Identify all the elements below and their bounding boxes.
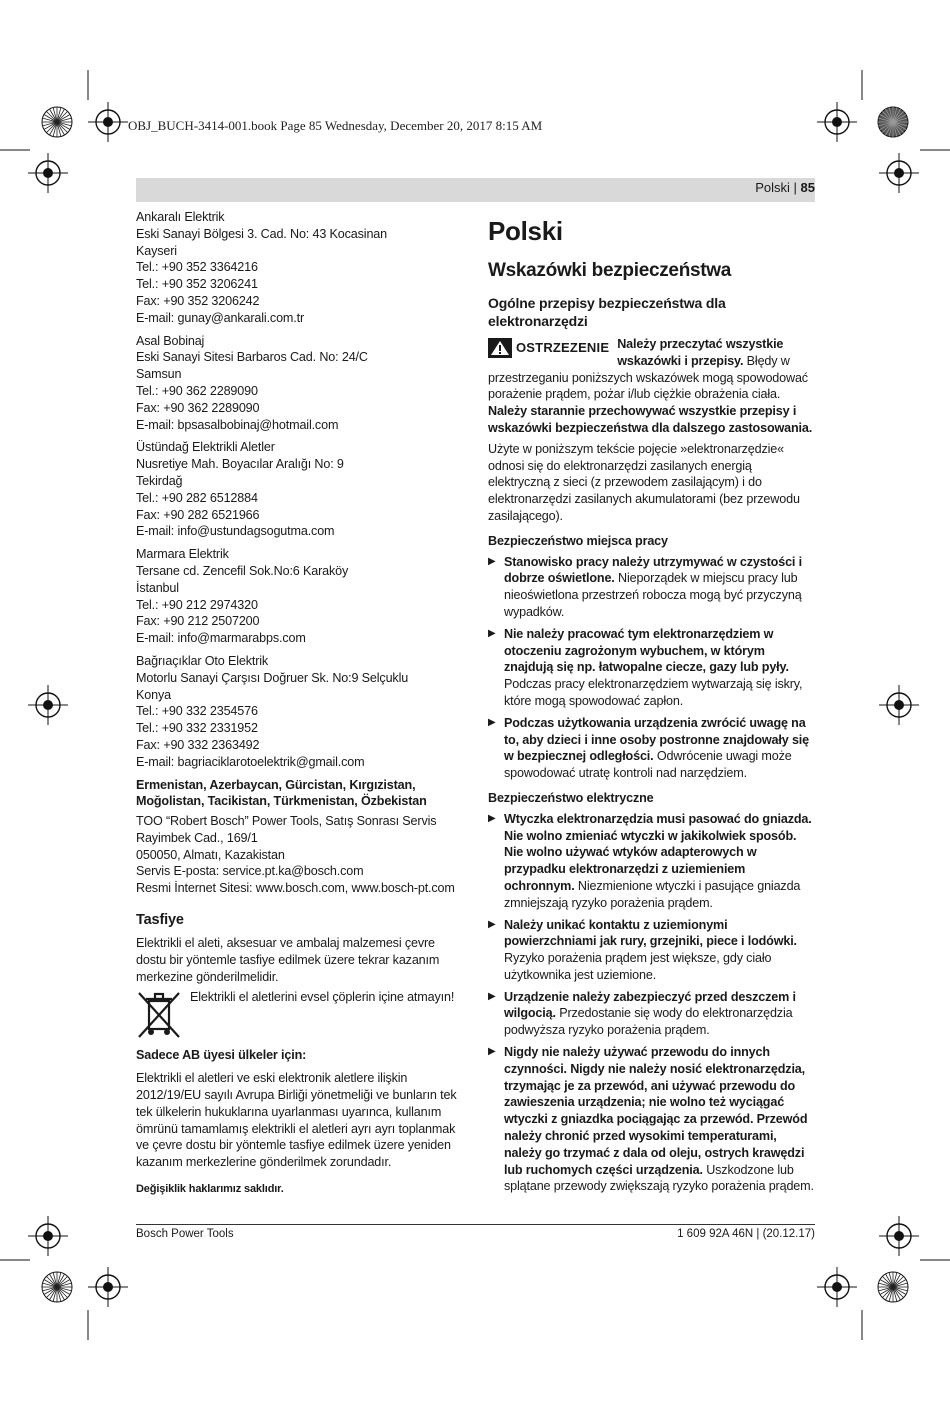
address-line: Kayseri: [136, 243, 177, 258]
safety-item-bold: Należy unikać kontaktu z uziemionymi powierzchniami jak rury, grzejniki, piece i lodówki.: [504, 917, 797, 949]
warning-word: OSTRZEZENIE: [516, 339, 610, 355]
address-line: Fax: +90 352 3206242: [136, 293, 260, 308]
footer-brand: Bosch Power Tools: [136, 1228, 234, 1240]
weee-text: Elektrikli el aletlerini evsel çöplerin içine atmayın!: [190, 990, 455, 1005]
address-line: E-mail: info@ustundagsogutma.com: [136, 524, 335, 539]
safety-item: [488, 554, 816, 621]
tasfiye-heading: Tasfiye: [136, 912, 184, 929]
section-heading: Bezpieczeństwo elektryczne: [488, 790, 654, 805]
right-column: [488, 216, 816, 1200]
region-address: [136, 813, 466, 897]
safety-item-normal: Ryzyko porażenia prądem jest większe, gdy ciało użytkownika jest uziemione.: [504, 951, 772, 982]
weee-notice: [136, 989, 466, 1041]
address-line: E-mail: bpsasalbobinaj@hotmail.com: [136, 417, 339, 432]
left-column: [136, 209, 466, 1198]
safety-item-bold: Podczas użytkowania urządzenia zwrócić uwagę na to, aby dzieci i inne osoby postronne znajdowały się w bezpiecznej odległości.: [504, 715, 810, 764]
bullet-triangle-icon: ▶: [488, 918, 496, 930]
address-line: Tekirdağ: [136, 473, 183, 488]
header-bar: [136, 178, 815, 202]
safety-item-text: [504, 626, 816, 710]
print-slug: OBJ_BUCH-3414-001.book Page 85 Wednesday, December 20, 2017 8:15 AM: [128, 118, 543, 133]
address-line: E-mail: bagriaciklarotoelektrik@gmail.com: [136, 754, 365, 769]
address-line: Tel.: +90 352 3206241: [136, 277, 258, 292]
footer-doc-number: 1 609 92A 46N | (20.12.17): [677, 1228, 815, 1240]
tasfiye-text: Elektrikli el aleti, aksesuar ve ambalaj malzemesi çevre dostu bir yöntemle tasfiye edilmek üzere tekrar kazanım merkezine gönderilmelidir.: [136, 936, 440, 984]
safety-item-text: [504, 811, 816, 912]
address-block: [136, 653, 466, 771]
address-line: Tel.: +90 282 6512884: [136, 490, 258, 505]
safety-item-text: [504, 917, 816, 984]
bullet-triangle-icon: ▶: [488, 716, 496, 728]
safety-item-bold: Nigdy nie należy używać przewodu do innych czynności. Nigdy nie należy nosić elektronarzędzia, trzymając je za przewód, ani używać przewodu do zawieszenia urządzenia; nie wolno też wyciągać wtyczki z gniazdka pociągając za przewód. Przewód należy chronić przed wysokimi temperaturami, należy go trzymać z dala od oleju, ostrych krawędzi lub ruchomych części urządzenia.: [504, 1045, 808, 1177]
safety-item-text: [504, 715, 816, 782]
page-header: [755, 180, 815, 195]
eu-heading: Sadece AB üyesi ülkeler için:: [136, 1048, 307, 1063]
safety-item-text: [504, 989, 816, 1039]
address-line: Fax: +90 362 2289090: [136, 400, 260, 415]
safety-item-normal: Odwrócenie uwagi może spowodować utratę kontroli nad narzędziem.: [504, 749, 792, 781]
address-block: [136, 546, 466, 647]
bullet-triangle-icon: ▶: [488, 555, 496, 567]
address-line: Üstündağ Elektrikli Aletler: [136, 440, 275, 455]
safety-item-normal: Przedostanie się wody do elektronarzędzia podwyższa ryzyko porażenia prądem.: [504, 1006, 793, 1038]
keep-instructions: Należy starannie przechowywać wszystkie przepisy i wskazówki bezpieczeństwa dla dalszego zastosowania.: [488, 404, 813, 435]
region-address-line: Resmi İnternet Sitesi: www.bosch.com, www.bosch-pt.com: [136, 881, 455, 896]
address-line: Samsun: [136, 367, 182, 382]
safety-sections: [488, 533, 816, 1195]
term-definition: Użyte w poniższym tekście pojęcie »elektronarzędzie« odnosi się do elektronarzędzi zasilanych energią elektryczną z sieci (z przewodem zasilającym) i do elektronarzędzi zasilanych akumulatorami (bez przewodu zasilającego).: [488, 441, 800, 523]
header-separator: |: [789, 180, 801, 195]
safety-item: [488, 811, 816, 912]
address-line: Nusretiye Mah. Boyacılar Aralığı No: 9: [136, 457, 344, 472]
crossed-bin-icon: [136, 989, 182, 1041]
address-line: Tel.: +90 352 3364216: [136, 260, 258, 275]
warning-badge: [488, 338, 609, 358]
region-address-line: Servis E-posta: service.pt.ka@bosch.com: [136, 864, 364, 879]
warning-block: [488, 336, 816, 403]
address-line: Eski Sanayi Sitesi Barbaros Cad. No: 24/C: [136, 350, 368, 365]
safety-item: [488, 989, 816, 1039]
language-title: Polski: [488, 216, 563, 246]
warning-bold-text: Należy przeczytać wszystkie wskazówki i przepisy.: [617, 337, 784, 368]
warning-triangle-icon: [488, 338, 512, 358]
address-line: Ankaralı Elektrik: [136, 210, 225, 224]
bullet-triangle-icon: ▶: [488, 990, 496, 1002]
general-rules-heading: Ogólne przepisy bezpieczeństwa dla elektronarzędzi: [488, 295, 726, 329]
address-block: [136, 439, 466, 540]
page-number: 85: [800, 180, 815, 195]
footer-rule: [136, 1224, 815, 1225]
region-address-line: Rayimbek Cad., 169/1: [136, 830, 258, 845]
safety-item-text: [504, 554, 816, 621]
safety-item: [488, 715, 816, 782]
address-line: Marmara Elektrik: [136, 547, 229, 562]
address-line: Tersane cd. Zencefil Sok.No:6 Karaköy: [136, 563, 349, 578]
address-line: Tel.: +90 332 2354576: [136, 704, 258, 719]
safety-item-bold: Wtyczka elektronarzędzia musi pasować do gniazda. Nie wolno zmieniać wtyczki w jakikolwiek sposób. Nie wolno używać wtyków adapterowych w przypadku elektronarzędzi z uziemieniem ochronnym.: [504, 811, 812, 893]
address-line: Motorlu Sanayi Çarşısı Doğruer Sk. No:9 Selçuklu: [136, 670, 409, 685]
region-heading: Ermenistan, Azerbaycan, Gürcistan, Kırgızistan, Moğolistan, Tacikistan, Türkmenistan, Özbekistan: [136, 777, 427, 809]
service-address-list: [136, 209, 466, 771]
warning-text: Błędy w przestrzeganiu poniższych wskazówek mogą spowodować porażenie prądem, pożar i/lub ciężkie obrażenia ciała.: [488, 353, 808, 402]
address-block: [136, 333, 466, 434]
bullet-triangle-icon: ▶: [488, 627, 496, 639]
safety-item: [488, 1044, 816, 1195]
safety-item-normal: Nieporządek w miejscu pracy lub nieoświetlona przestrzeń robocza mogą być przyczyną wypadków.: [504, 571, 802, 619]
safety-item-bold: Stanowisko pracy należy utrzymywać w czystości i dobrze oświetlone.: [504, 554, 802, 586]
address-line: E-mail: info@marmarabps.com: [136, 631, 306, 646]
address-line: Tel.: +90 212 2974320: [136, 597, 258, 612]
address-line: Asal Bobinaj: [136, 333, 205, 348]
address-line: Bağrıaçıklar Oto Elektrik: [136, 653, 269, 668]
address-line: Tel.: +90 332 2331952: [136, 721, 258, 736]
region-address-line: TOO “Robert Bosch” Power Tools, Satış Sonrası Servis: [136, 814, 437, 829]
region-address-line: 050050, Almatı, Kazakistan: [136, 847, 285, 862]
safety-item-normal: Uszkodzone lub splątane przewody zwiększają ryzyko porażenia prądem.: [504, 1162, 814, 1194]
address-line: Eski Sanayi Bölgesi 3. Cad. No: 43 Kocasinan: [136, 226, 388, 241]
eu-text: Elektrikli el aletleri ve eski elektronik aletlere ilişkin 2012/19/EU sayılı Avrupa Birliği yönetmeliği ve bunların tek tek ülkelerin hukuklarına uyarlanması uyarınca, kullanım ömrünü tamamlamış elektrikli el aletleri ayrı ayrı toplanmak ve çevre dostu bir yöntemle tasfiye edilmek üzere yeniden kazanım merkezlerine gönderilmek zorundadır.: [136, 1071, 457, 1170]
address-line: E-mail: gunay@ankarali.com.tr: [136, 310, 305, 325]
safety-item-normal: Niezmienione wtyczki i pasujące gniazda zmniejszają ryzyko porażenia prądem.: [504, 878, 801, 910]
safety-item: [488, 917, 816, 984]
safety-item-text: [504, 1044, 816, 1195]
safety-item-normal: Podczas pracy elektronarzędziem wytwarzają się iskry, które mogą spowodować zapłon.: [504, 677, 803, 708]
safety-item: [488, 626, 816, 710]
address-line: Konya: [136, 687, 171, 702]
safety-item-bold: Nie należy pracować tym elektronarzędziem w otoczeniu zagrożonym wybuchem, w którym znajdują się np. łatwopalne ciecze, gazy lub pyły.: [504, 626, 789, 675]
address-line: İstanbul: [136, 580, 179, 595]
rights-notice: Değişiklik haklarımız saklıdır.: [136, 1183, 284, 1196]
section-heading: Bezpieczeństwo miejsca pracy: [488, 533, 668, 548]
address-line: Fax: +90 282 6521966: [136, 507, 260, 522]
address-line: Tel.: +90 362 2289090: [136, 383, 258, 398]
bullet-triangle-icon: ▶: [488, 1046, 496, 1058]
address-line: Fax: +90 332 2363492: [136, 737, 260, 752]
header-language: Polski: [755, 180, 790, 195]
address-block: [136, 209, 466, 327]
safety-heading: Wskazówki bezpieczeństwa: [488, 260, 732, 281]
address-line: Fax: +90 212 2507200: [136, 614, 260, 629]
safety-item-bold: Urządzenie należy zabezpieczyć przed deszczem i wilgocią.: [504, 989, 796, 1021]
bullet-triangle-icon: ▶: [488, 812, 496, 824]
